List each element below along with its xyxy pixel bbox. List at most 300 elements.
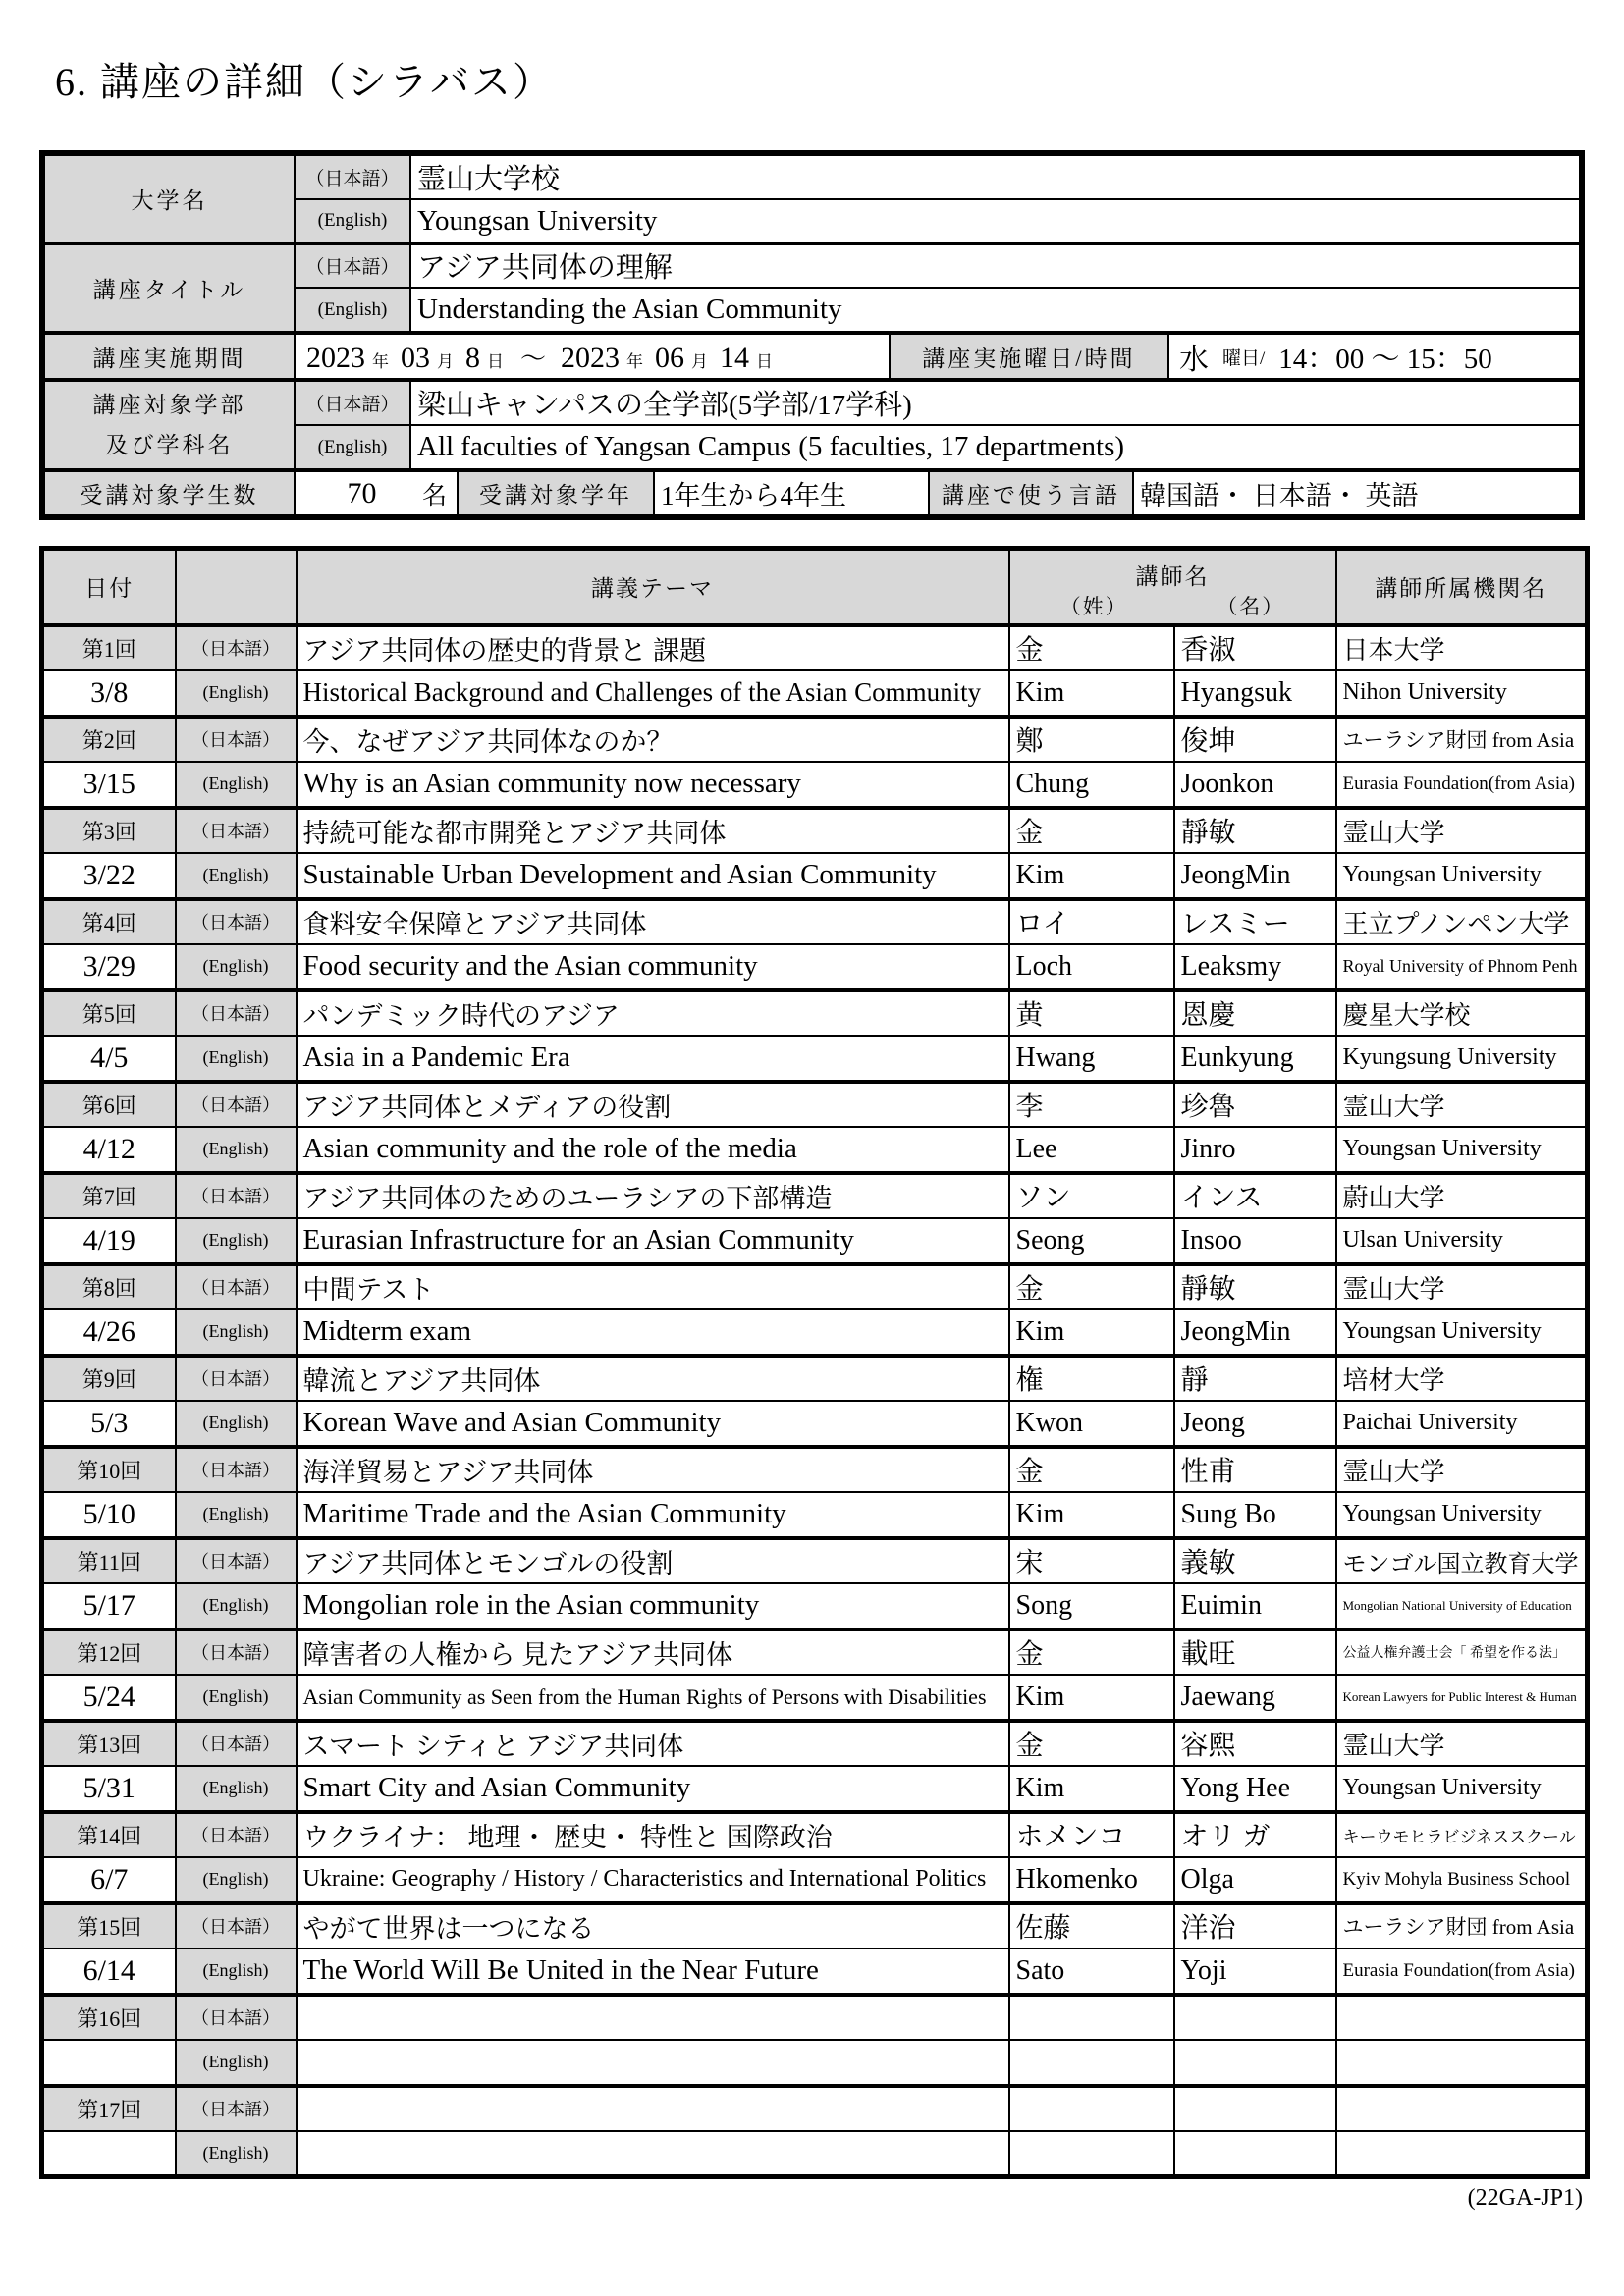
lecture-theme-english (297, 2131, 1009, 2177)
lecturer-surname-japanese: 金 (1009, 625, 1174, 671)
institution-english: Ulsan University (1336, 1218, 1588, 1264)
lecturer-givenname-japanese (1174, 2086, 1336, 2132)
institution-japanese: 霊山大学 (1336, 808, 1588, 854)
lecturer-surname-japanese: 黄 (1009, 990, 1174, 1037)
lecturer-surname-english: Sato (1009, 1949, 1174, 1995)
english-tag: (English) (176, 1127, 297, 1173)
lecturer-givenname-japanese: 容熙 (1174, 1721, 1336, 1767)
course-title-japanese: アジア共同体の理解 (410, 243, 1580, 288)
japanese-tag: （日本語） (176, 1447, 297, 1493)
institution-japanese: 慶星大学校 (1336, 990, 1588, 1037)
institution-japanese: 霊山大学 (1336, 1447, 1588, 1493)
lecture-theme-japanese: 韓流とアジア共同体 (297, 1356, 1009, 1402)
lecturer-surname-english: Kim (1009, 1492, 1174, 1538)
round-label: 第12回 (42, 1629, 176, 1676)
period-value: 2023 年 03 月 8 日 ～ 2023 年 06 月 14 日 (295, 334, 890, 379)
lecturer-givenname-english: Yoji (1174, 1949, 1336, 1995)
institution-japanese: 培材大学 (1336, 1356, 1588, 1402)
round-label: 第7回 (42, 1173, 176, 1219)
university-course-table (43, 154, 1581, 333)
lecturer-surname-english (1009, 2040, 1174, 2086)
lecture-theme-english: Food security and the Asian community (297, 944, 1009, 990)
faculty-english: All faculties of Yangsan Campus (5 faculties, 17 departments) (410, 425, 1580, 469)
institution-english: Youngsan University (1336, 1309, 1588, 1356)
lecturer-givenname-english: JeongMin (1174, 853, 1336, 899)
institution-english: Youngsan University (1336, 1127, 1588, 1173)
institution-english: Korean Lawyers for Public Interest & Human (1336, 1675, 1588, 1721)
lecturer-surname-japanese: 金 (1009, 1629, 1174, 1676)
english-row (42, 1218, 1588, 1264)
institution-english: Kyiv Mohyla Business School (1336, 1857, 1588, 1903)
header-theme: 講義テーマ (297, 549, 1009, 625)
english-row (42, 670, 1588, 717)
lecturer-givenname-english: Insoo (1174, 1218, 1336, 1264)
english-tag: (English) (176, 1036, 297, 1082)
lecture-date (42, 2040, 176, 2086)
lecture-theme-english (297, 2040, 1009, 2086)
japanese-tag: （日本語） (176, 808, 297, 854)
lecturer-givenname-english: Leaksmy (1174, 944, 1336, 990)
grade-label: 受講対象学年 (458, 471, 654, 515)
lecture-date: 4/26 (42, 1309, 176, 1356)
lecture-date: 5/3 (42, 1401, 176, 1447)
english-tag: (English) (176, 1218, 297, 1264)
students-table (43, 470, 1581, 516)
lecture-date: 3/15 (42, 762, 176, 808)
lecture-theme-japanese: やがて世界は一つになる (297, 1903, 1009, 1949)
lecture-date: 5/31 (42, 1766, 176, 1812)
round-label: 第13回 (42, 1721, 176, 1767)
lecturer-surname-japanese: 金 (1009, 1447, 1174, 1493)
lecturer-givenname-english: Eunkyung (1174, 1036, 1336, 1082)
english-row (42, 853, 1588, 899)
institution-english: Youngsan University (1336, 1492, 1588, 1538)
faculty-japanese: 梁山キャンパスの全学部(5学部/17学科) (410, 381, 1580, 425)
table-row (44, 155, 1580, 199)
lecturer-surname-english: Loch (1009, 944, 1174, 990)
header-blank (176, 549, 297, 625)
lecture-theme-japanese: ウクライナ： 地理・ 歴史・ 特性と 国際政治 (297, 1812, 1009, 1858)
english-tag: (English) (176, 2131, 297, 2177)
lecture-theme-english: Asian Community as Seen from the Human Rights of Persons with Disabilities (297, 1675, 1009, 1721)
syllabus-row-group (42, 1356, 1588, 1447)
english-tag: (English) (176, 1583, 297, 1629)
japanese-row (42, 1173, 1588, 1219)
english-row (42, 1309, 1588, 1356)
lecture-date: 3/8 (42, 670, 176, 717)
document-code: (22GA-JP1) (1467, 2185, 1583, 2211)
course-title-english: Understanding the Asian Community (410, 288, 1580, 332)
header-institution: 講師所属機関名 (1336, 549, 1588, 625)
course-info-table (39, 150, 1585, 520)
japanese-row (42, 2086, 1588, 2132)
syllabus-row-group (42, 808, 1588, 899)
lecture-theme-japanese: 中間テスト (297, 1264, 1009, 1310)
lecture-date: 4/19 (42, 1218, 176, 1264)
japanese-tag: （日本語） (295, 243, 410, 288)
lecturer-givenname-english: Euimin (1174, 1583, 1336, 1629)
japanese-tag: （日本語） (176, 1812, 297, 1858)
japanese-row (42, 808, 1588, 854)
japanese-row (42, 1903, 1588, 1949)
lecture-theme-english: Korean Wave and Asian Community (297, 1401, 1009, 1447)
syllabus-row-group (42, 1721, 1588, 1812)
syllabus-row-group (42, 899, 1588, 990)
institution-japanese: ユーラシア財団 from Asia (1336, 717, 1588, 763)
japanese-row (42, 1721, 1588, 1767)
english-row (42, 1675, 1588, 1721)
language-label: 講座で使う言語 (929, 471, 1133, 515)
student-count-value: 70 名 (295, 471, 458, 515)
header-givenname: （名） (1217, 595, 1285, 619)
english-tag: (English) (176, 762, 297, 808)
institution-english: Mongolian National University of Education (1336, 1583, 1588, 1629)
syllabus-row-group (42, 1995, 1588, 2086)
syllabus-row-group (42, 717, 1588, 808)
lecturer-surname-japanese: 金 (1009, 808, 1174, 854)
lecture-theme-english: Historical Background and Challenges of the Asian Community (297, 670, 1009, 717)
lecture-date (42, 2131, 176, 2177)
end-year: 2023 (561, 341, 621, 374)
lecture-theme-english: Sustainable Urban Development and Asian Community (297, 853, 1009, 899)
english-tag: (English) (176, 1492, 297, 1538)
institution-japanese: 霊山大学 (1336, 1721, 1588, 1767)
english-tag: (English) (176, 1949, 297, 1995)
english-tag: (English) (176, 1401, 297, 1447)
lecture-date: 5/17 (42, 1583, 176, 1629)
schedule-label: 講座実施曜日/時間 (890, 334, 1168, 379)
period-label: 講座実施期間 (44, 334, 295, 379)
lecturer-surname-japanese: ホメンコ (1009, 1812, 1174, 1858)
english-tag: (English) (176, 1857, 297, 1903)
lecturer-givenname-japanese: 義敏 (1174, 1538, 1336, 1584)
lecture-theme-english: Maritime Trade and the Asian Community (297, 1492, 1009, 1538)
japanese-tag: （日本語） (176, 990, 297, 1037)
lecture-theme-japanese: パンデミック時代のアジア (297, 990, 1009, 1037)
japanese-tag: （日本語） (295, 155, 410, 199)
institution-english (1336, 2040, 1588, 2086)
english-row (42, 1949, 1588, 1995)
japanese-tag: （日本語） (176, 717, 297, 763)
english-tag: (English) (176, 1309, 297, 1356)
english-row (42, 944, 1588, 990)
japanese-row (42, 1447, 1588, 1493)
language-value: 韓国語・ 日本語・ 英語 (1133, 471, 1580, 515)
university-name-english: Youngsan University (410, 199, 1580, 243)
institution-japanese: 公益人権弁護士会「 希望を作る法」 (1336, 1629, 1588, 1676)
time-range: 14：00 ～ 15：50 (1278, 343, 1492, 375)
lecturer-surname-english: Kwon (1009, 1401, 1174, 1447)
syllabus-row-group (42, 1629, 1588, 1721)
round-label: 第5回 (42, 990, 176, 1037)
institution-japanese (1336, 1995, 1588, 2041)
lecturer-givenname-english: Sung Bo (1174, 1492, 1336, 1538)
english-row (42, 762, 1588, 808)
table-row (44, 381, 1580, 425)
japanese-tag: （日本語） (176, 625, 297, 671)
lecture-theme-japanese: アジア共同体とメディアの役割 (297, 1082, 1009, 1128)
header-lecturer: 講師名 （姓） （名） (1009, 549, 1336, 625)
lecturer-surname-japanese: ソン (1009, 1173, 1174, 1219)
lecturer-givenname-japanese: レスミー (1174, 899, 1336, 945)
japanese-tag: （日本語） (176, 1903, 297, 1949)
course-title-label: 講座タイトル (44, 243, 295, 332)
syllabus-row-group (42, 1082, 1588, 1173)
lecture-theme-english: Why is an Asian community now necessary (297, 762, 1009, 808)
english-tag: (English) (295, 199, 410, 243)
english-tag: (English) (295, 288, 410, 332)
english-tag: (English) (176, 944, 297, 990)
english-row (42, 1857, 1588, 1903)
institution-japanese: モンゴル国立教育大学 (1336, 1538, 1588, 1584)
lecturer-surname-english: Kim (1009, 853, 1174, 899)
syllabus-row-group (42, 1538, 1588, 1629)
lecture-theme-japanese: 海洋貿易とアジア共同体 (297, 1447, 1009, 1493)
lecturer-surname-english: Hwang (1009, 1036, 1174, 1082)
japanese-row (42, 1356, 1588, 1402)
lecturer-givenname-japanese: 載旺 (1174, 1629, 1336, 1676)
faculty-label: 講座対象学部 及び学科名 (44, 381, 295, 469)
lecture-theme-japanese: アジア共同体の歴史的背景と 課題 (297, 625, 1009, 671)
syllabus-row-group (42, 1903, 1588, 1995)
lecture-theme-japanese: 持続可能な都市開発とアジア共同体 (297, 808, 1009, 854)
page-title: 6. 講座の詳細（シラバス） (55, 60, 554, 104)
japanese-tag: （日本語） (176, 1995, 297, 2041)
lecturer-givenname-japanese: オリ ガ (1174, 1812, 1336, 1858)
syllabus-row-group (42, 1264, 1588, 1356)
round-label: 第10回 (42, 1447, 176, 1493)
lecture-theme-japanese: 障害者の人権から 見たアジア共同体 (297, 1629, 1009, 1676)
table-row (44, 471, 1580, 515)
lecturer-givenname-english: Jaewang (1174, 1675, 1336, 1721)
weekday-value: 水 (1175, 335, 1222, 378)
lecturer-givenname-english: Joonkon (1174, 762, 1336, 808)
weekday-suffix: 曜日/ (1222, 347, 1266, 369)
lecturer-surname-english: Hkomenko (1009, 1857, 1174, 1903)
round-label: 第6回 (42, 1082, 176, 1128)
faculty-table (43, 380, 1581, 470)
japanese-row (42, 899, 1588, 945)
lecture-date: 3/29 (42, 944, 176, 990)
institution-japanese: ユーラシア財団 from Asia (1336, 1903, 1588, 1949)
lecture-date: 3/22 (42, 853, 176, 899)
lecture-theme-japanese: 食料安全保障とアジア共同体 (297, 899, 1009, 945)
japanese-tag: （日本語） (176, 1082, 297, 1128)
lecture-theme-english: Ukraine: Geography / History / Characteristics and International Politics (297, 1857, 1009, 1903)
lecturer-givenname-japanese: 靜 (1174, 1356, 1336, 1402)
japanese-tag: （日本語） (176, 1173, 297, 1219)
lecturer-givenname-japanese: インス (1174, 1173, 1336, 1219)
lecture-theme-english: Asia in a Pandemic Era (297, 1036, 1009, 1082)
grade-value: 1年生から4年生 (654, 471, 929, 515)
lecturer-givenname-japanese (1174, 1995, 1336, 2041)
institution-english: Kyungsung University (1336, 1036, 1588, 1082)
lecturer-givenname-japanese: 洋治 (1174, 1903, 1336, 1949)
japanese-row (42, 1264, 1588, 1310)
round-label: 第16回 (42, 1995, 176, 2041)
institution-english: Youngsan University (1336, 1766, 1588, 1812)
english-tag: (English) (176, 1675, 297, 1721)
lecturer-givenname-english (1174, 2131, 1336, 2177)
japanese-tag: （日本語） (176, 1264, 297, 1310)
lecturer-givenname-japanese: 恩慶 (1174, 990, 1336, 1037)
lecture-date: 5/24 (42, 1675, 176, 1721)
english-tag: (English) (176, 2040, 297, 2086)
lecturer-givenname-japanese: 珍魯 (1174, 1082, 1336, 1128)
lecturer-givenname-japanese: 靜敏 (1174, 808, 1336, 854)
header-row (42, 549, 1588, 625)
syllabus-row-group (42, 625, 1588, 717)
english-tag: (English) (176, 1766, 297, 1812)
english-row (42, 2040, 1588, 2086)
header-date: 日付 (42, 549, 176, 625)
english-tag: (English) (176, 853, 297, 899)
english-row (42, 1583, 1588, 1629)
institution-english: Nihon University (1336, 670, 1588, 717)
institution-japanese: 霊山大学 (1336, 1082, 1588, 1128)
lecturer-surname-japanese: 権 (1009, 1356, 1174, 1402)
institution-english (1336, 2131, 1588, 2177)
english-row (42, 1127, 1588, 1173)
japanese-tag: （日本語） (176, 1356, 297, 1402)
lecture-theme-japanese: スマート シティと アジア共同体 (297, 1721, 1009, 1767)
student-count-label: 受講対象学生数 (44, 471, 295, 515)
english-row (42, 1401, 1588, 1447)
lecturer-surname-japanese: 金 (1009, 1264, 1174, 1310)
institution-english: Eurasia Foundation(from Asia) (1336, 1949, 1588, 1995)
lecture-theme-japanese: アジア共同体のためのユーラシアの下部構造 (297, 1173, 1009, 1219)
syllabus-row-group (42, 2086, 1588, 2177)
round-label: 第8回 (42, 1264, 176, 1310)
institution-japanese: キーウモヒラビジネススクール (1336, 1812, 1588, 1858)
lecture-date: 4/5 (42, 1036, 176, 1082)
lecture-theme-japanese (297, 2086, 1009, 2132)
japanese-tag: （日本語） (176, 1629, 297, 1676)
end-day: 14 (720, 341, 750, 374)
japanese-row (42, 1629, 1588, 1676)
syllabus-row-group (42, 1173, 1588, 1264)
lecture-date: 5/10 (42, 1492, 176, 1538)
institution-english: Eurasia Foundation(from Asia) (1336, 762, 1588, 808)
syllabus-row-group (42, 1812, 1588, 1903)
lecture-theme-english: Asian community and the role of the media (297, 1127, 1009, 1173)
japanese-row (42, 717, 1588, 763)
syllabus-row-group (42, 990, 1588, 1082)
round-label: 第14回 (42, 1812, 176, 1858)
lecture-theme-english: The World Will Be United in the Near Future (297, 1949, 1009, 1995)
institution-japanese (1336, 2086, 1588, 2132)
lecturer-surname-japanese: 金 (1009, 1721, 1174, 1767)
japanese-tag: （日本語） (176, 1538, 297, 1584)
lecturer-surname-japanese: 李 (1009, 1082, 1174, 1128)
japanese-tag: （日本語） (176, 899, 297, 945)
lecturer-surname-japanese: 佐藤 (1009, 1903, 1174, 1949)
english-tag: (English) (176, 670, 297, 717)
round-label: 第17回 (42, 2086, 176, 2132)
period-table (43, 333, 1581, 380)
round-label: 第1回 (42, 625, 176, 671)
lecture-theme-english: Midterm exam (297, 1309, 1009, 1356)
table-row (44, 243, 1580, 288)
lecture-theme-japanese: 今、なぜアジア共同体なのか？ (297, 717, 1009, 763)
english-row (42, 2131, 1588, 2177)
tilde: ～ (520, 344, 547, 373)
institution-japanese: 霊山大学 (1336, 1264, 1588, 1310)
english-row (42, 1036, 1588, 1082)
japanese-row (42, 1082, 1588, 1128)
lecturer-surname-english: Kim (1009, 1766, 1174, 1812)
syllabus-row-group (42, 1447, 1588, 1538)
lecturer-surname-japanese (1009, 1995, 1174, 2041)
end-month: 06 (655, 341, 685, 374)
institution-english: Youngsan University (1336, 853, 1588, 899)
round-label: 第3回 (42, 808, 176, 854)
lecturer-givenname-japanese: 靜敏 (1174, 1264, 1336, 1310)
lecture-date: 6/7 (42, 1857, 176, 1903)
lecturer-surname-english: Kim (1009, 1675, 1174, 1721)
lecturer-givenname-english: Jeong (1174, 1401, 1336, 1447)
english-row (42, 1766, 1588, 1812)
lecturer-givenname-japanese: 香淑 (1174, 625, 1336, 671)
round-label: 第15回 (42, 1903, 176, 1949)
lecture-theme-japanese (297, 1995, 1009, 2041)
lecturer-surname-japanese: 鄭 (1009, 717, 1174, 763)
japanese-tag: （日本語） (176, 1721, 297, 1767)
header-surname: （姓） (1059, 595, 1128, 619)
round-label: 第11回 (42, 1538, 176, 1584)
japanese-row (42, 1995, 1588, 2041)
lecture-theme-english: Smart City and Asian Community (297, 1766, 1009, 1812)
lecturer-givenname-japanese: 性甫 (1174, 1447, 1336, 1493)
lecturer-surname-english: Kim (1009, 670, 1174, 717)
start-day: 8 (465, 341, 480, 374)
lecturer-surname-english: Song (1009, 1583, 1174, 1629)
lecturer-surname-japanese: 宋 (1009, 1538, 1174, 1584)
japanese-row (42, 1538, 1588, 1584)
japanese-row (42, 990, 1588, 1037)
japanese-tag: （日本語） (176, 2086, 297, 2132)
lecturer-surname-japanese (1009, 2086, 1174, 2132)
lecturer-givenname-english: JeongMin (1174, 1309, 1336, 1356)
institution-japanese: 日本大学 (1336, 625, 1588, 671)
institution-english: Royal University of Phnom Penh (1336, 944, 1588, 990)
syllabus-table (39, 546, 1590, 2179)
institution-japanese: 王立プノンペン大学 (1336, 899, 1588, 945)
lecturer-givenname-english: Hyangsuk (1174, 670, 1336, 717)
round-label: 第2回 (42, 717, 176, 763)
university-name-japanese: 霊山大学校 (410, 155, 1580, 199)
lecture-theme-english: Mongolian role in the Asian community (297, 1583, 1009, 1629)
round-label: 第9回 (42, 1356, 176, 1402)
lecturer-surname-japanese: ロイ (1009, 899, 1174, 945)
round-label: 第4回 (42, 899, 176, 945)
english-row (42, 1492, 1588, 1538)
start-month: 03 (401, 341, 430, 374)
lecturer-surname-english: Kim (1009, 1309, 1174, 1356)
institution-english: Paichai University (1336, 1401, 1588, 1447)
lecturer-givenname-english: Yong Hee (1174, 1766, 1336, 1812)
university-name-label: 大学名 (44, 155, 295, 243)
lecture-date: 6/14 (42, 1949, 176, 1995)
institution-japanese: 蔚山大学 (1336, 1173, 1588, 1219)
lecturer-surname-english: Lee (1009, 1127, 1174, 1173)
lecturer-givenname-english: Jinro (1174, 1127, 1336, 1173)
lecturer-givenname-english (1174, 2040, 1336, 2086)
japanese-tag: （日本語） (295, 381, 410, 425)
table-row (44, 334, 1580, 379)
japanese-row (42, 1812, 1588, 1858)
lecture-date: 4/12 (42, 1127, 176, 1173)
